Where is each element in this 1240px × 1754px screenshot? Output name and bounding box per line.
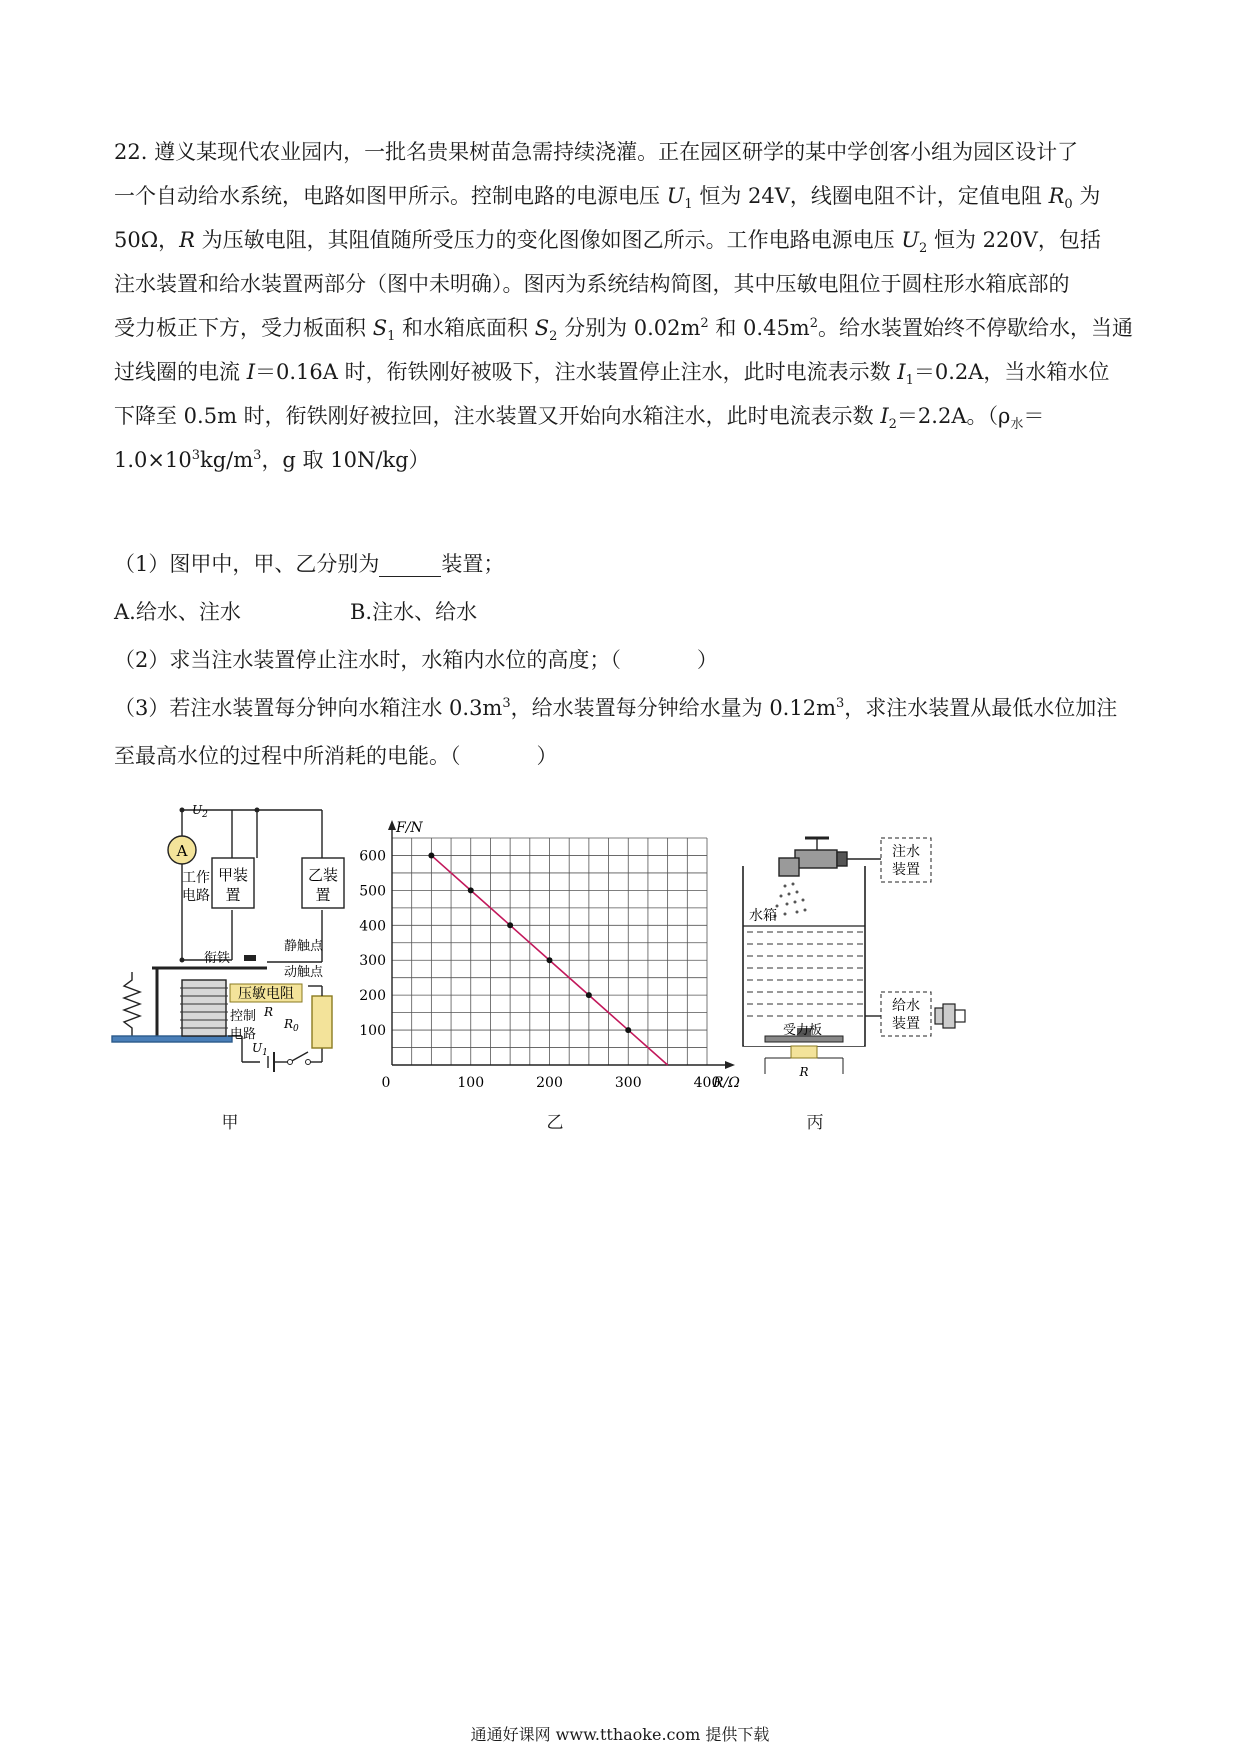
x-axis-arrow xyxy=(725,1061,735,1069)
chart-axes xyxy=(388,820,735,1069)
y-tick-label: 300 xyxy=(359,953,386,970)
y-tick-label: 100 xyxy=(359,1023,386,1040)
text-run: 恒为 220V，包括 xyxy=(927,228,1101,252)
tank-structure-diagram xyxy=(735,800,980,1100)
data-point xyxy=(507,922,513,928)
text-run: 3 xyxy=(191,448,200,463)
question-2-text: （2）求当注水装置停止注水时，水箱内水位的高度；（ xyxy=(114,648,621,672)
control-circuit-line2: 电路 xyxy=(230,1027,257,1042)
problem-line xyxy=(114,350,1128,394)
x-tick-label: 100 xyxy=(457,1075,485,1091)
text-run: 恒为 24V，线圈电阻不计，定值电阻 xyxy=(692,184,1049,208)
footer: 通通好课网 www.tthaoke.com 提供下载 xyxy=(470,1725,770,1744)
text-run: 2 xyxy=(888,417,897,433)
caption-jia: 甲 xyxy=(221,1113,239,1133)
work-circuit-line2: 电路 xyxy=(182,888,210,904)
inject-device-line2: 装置 xyxy=(892,862,920,878)
data-point xyxy=(586,992,592,998)
supply-device-line2: 装置 xyxy=(892,1016,920,1032)
text-run: 水 xyxy=(1010,417,1024,433)
text-run: 为 xyxy=(1072,184,1101,208)
option-b-text: B.注水、给水 xyxy=(350,600,478,624)
problem-line xyxy=(114,438,1128,482)
y-tick-label: 400 xyxy=(359,918,386,935)
plate-label: 受力板 xyxy=(783,1023,823,1038)
text-run: 3 xyxy=(253,448,262,463)
x-tick-label: 0 xyxy=(381,1075,391,1091)
work-circuit-line1: 工作 xyxy=(182,870,210,886)
text-run: 1 xyxy=(684,197,693,213)
bing-r-label: R xyxy=(799,1065,809,1079)
x-tick-label: 200 xyxy=(536,1075,563,1091)
text-run: 一个自动给水系统，电路如图甲所示。控制电路的电源电压 xyxy=(114,184,667,208)
device-jia-line2: 置 xyxy=(225,886,241,904)
y-axis-label: F/N xyxy=(396,820,423,836)
question-2 xyxy=(114,644,718,674)
chart-grid xyxy=(392,838,707,1065)
problem-statement xyxy=(114,130,1134,482)
text-run: 2 xyxy=(700,316,709,331)
y-tick-label: 600 xyxy=(359,848,386,865)
problem-line xyxy=(114,394,1128,438)
question-3-text: 至最高水位的过程中所消耗的电能。（ xyxy=(114,744,461,768)
device-yi-line2: 置 xyxy=(315,886,331,904)
text-run: I xyxy=(246,360,255,384)
text-run: R xyxy=(1048,184,1065,208)
y-tick-label: 500 xyxy=(359,883,386,900)
data-point xyxy=(428,852,434,858)
text-run: 50Ω， xyxy=(114,228,180,252)
text-run: ＝0.2A，当水箱水位 xyxy=(913,360,1110,384)
answer-space[interactable] xyxy=(461,744,537,768)
text-run: 注水装置和给水装置两部分（图中未明确）。图丙为系统结构简图，其中压敏电阻位于圆柱形水箱底部的 xyxy=(114,272,1070,296)
chart-ticks xyxy=(359,848,720,1091)
caption-yi: 乙 xyxy=(546,1113,564,1133)
text-run: I xyxy=(897,360,906,384)
inject-device-line1: 注水 xyxy=(892,844,920,860)
text-run: S xyxy=(534,316,550,340)
text-run: 2 xyxy=(549,329,558,345)
text-run: ，g 取 10N/kg） xyxy=(261,448,430,472)
text-run: （3）若注水装置每分钟向水箱注水 0.3m xyxy=(114,696,503,720)
static-contact-label: 静触点 xyxy=(284,939,324,954)
text-run: ，求注水装置从最低水位加注 xyxy=(844,696,1118,720)
text-run: 过线圈的电流 xyxy=(114,360,247,384)
data-point xyxy=(468,887,474,893)
question-1-prefix: （1）图甲中，甲、乙分别为 xyxy=(114,552,380,576)
question-3-line-1 xyxy=(114,692,1117,722)
text-run: ＝ xyxy=(1023,404,1045,428)
text-run: kg/m xyxy=(200,448,254,472)
text-run: 3 xyxy=(502,696,511,711)
control-circuit-line1: 控制 xyxy=(230,1009,257,1024)
text-run: 下降至 0.5m 时，衔铁刚好被拉回，注水装置又开始向水箱注水，此时电流表示数 xyxy=(114,404,881,428)
text-run: R xyxy=(179,228,195,252)
text-run: 和水箱底面积 xyxy=(395,316,535,340)
circuit-diagram xyxy=(112,800,352,1100)
x-axis-label: R/Ω xyxy=(713,1075,740,1091)
text-run: 受力板正下方，受力板面积 xyxy=(114,316,373,340)
text-run: 为压敏电阻，其阻值随所受压力的变化图像如图乙所示。工作电路电源电压 xyxy=(194,228,902,252)
text-run: ，给水装置每分钟给水量为 0.12m xyxy=(510,696,836,720)
question-1-suffix: 装置； xyxy=(441,552,505,576)
text-run: 和 0.45m xyxy=(708,316,810,340)
moving-contact-label: 动触点 xyxy=(284,965,324,980)
option-a-text: A.给水、注水 xyxy=(114,600,241,624)
answer-space[interactable] xyxy=(621,648,697,672)
device-jia-line1: 甲装 xyxy=(217,866,249,884)
problem-line xyxy=(114,262,1128,306)
text-run: 1.0×10 xyxy=(114,448,192,472)
text-run: 0 xyxy=(1064,197,1073,213)
text-run: 2 xyxy=(809,316,819,331)
tank-label: 水箱 xyxy=(749,908,777,924)
u1-label: $U_1$ xyxy=(252,1041,268,1058)
text-run: U xyxy=(901,228,920,252)
y-tick-label: 200 xyxy=(359,988,386,1005)
problem-line xyxy=(114,130,1128,174)
device-yi-line1: 乙装 xyxy=(307,866,339,884)
question-3-line-2 xyxy=(114,740,558,770)
text-run: S xyxy=(372,316,388,340)
option-a xyxy=(114,596,241,626)
text-run: ＝0.16A 时，衔铁刚好被吸下，注水装置停止注水，此时电流表示数 xyxy=(254,360,898,384)
chart-series xyxy=(428,852,667,1065)
problem-line xyxy=(114,306,1134,350)
piezo-resistor-label: 压敏电阻 xyxy=(238,986,294,1002)
text-run: 2 xyxy=(919,241,928,257)
caption-bing: 丙 xyxy=(806,1113,824,1133)
text-run: I xyxy=(880,404,889,428)
force-resistance-chart xyxy=(359,805,754,1105)
text-run: 1 xyxy=(905,373,914,389)
y-axis-arrow xyxy=(388,820,396,830)
r0-label: $R_0$ xyxy=(284,1017,299,1034)
armature-label: 衔铁 xyxy=(204,951,231,966)
text-run: 22. 遵义某现代农业园内，一批名贵果树苗急需持续浇灌。正在园区研学的某中学创客小组为园区设计了 xyxy=(114,140,1079,164)
problem-line xyxy=(114,174,1128,218)
u2-label: $U_2$ xyxy=(192,803,208,820)
ammeter-label: A xyxy=(176,842,188,860)
problem-line xyxy=(114,218,1128,262)
text-run: 。给水装置始终不停歇给水，当通 xyxy=(818,316,1134,340)
data-point xyxy=(625,1027,631,1033)
supply-device-line1: 给水 xyxy=(892,998,920,1014)
data-point xyxy=(547,957,553,963)
text-run: 1 xyxy=(387,329,396,345)
text-run: 3 xyxy=(836,696,845,711)
x-tick-label: 300 xyxy=(614,1075,642,1091)
text-run: 分别为 0.02m xyxy=(557,316,701,340)
r-label: R xyxy=(264,1005,274,1019)
x-tick-label: 400 xyxy=(693,1075,721,1091)
text-run: U xyxy=(666,184,685,208)
question-3-close: ） xyxy=(536,744,558,768)
question-1 xyxy=(114,548,504,578)
option-b xyxy=(350,596,477,626)
answer-blank[interactable] xyxy=(379,552,441,577)
text-run: ＝2.2A。（ρ xyxy=(896,404,1011,428)
question-2-close: ） xyxy=(696,648,718,672)
